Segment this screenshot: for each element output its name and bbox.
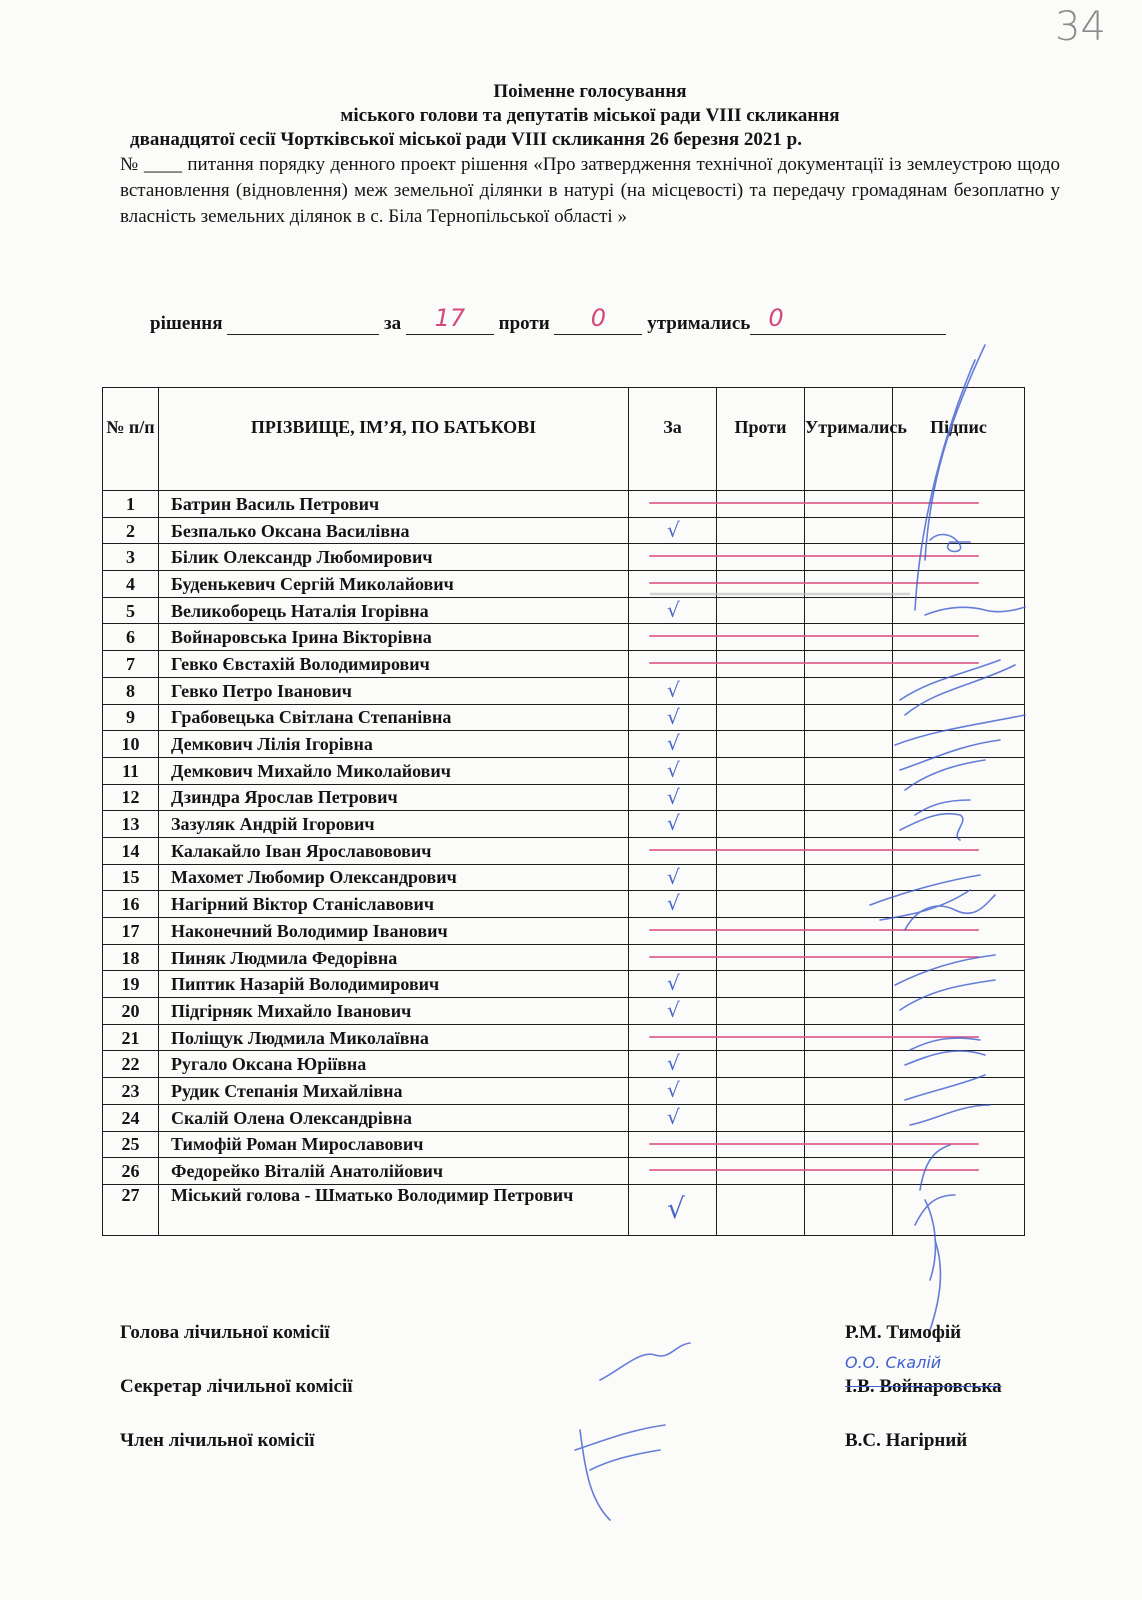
vote-against-cell (717, 864, 805, 891)
title-line-2: міського голови та депутатів міської ради VIII скликання (340, 105, 840, 126)
checkmark-icon: √ (667, 971, 680, 996)
header-for: За (629, 388, 717, 491)
vote-for-cell (629, 704, 717, 731)
vote-abstain-cell (805, 1051, 893, 1078)
vote-for-cell (629, 971, 717, 998)
vote-for-cell (629, 597, 717, 624)
table-row (103, 491, 1025, 518)
table-row (103, 1131, 1025, 1158)
vote-against-cell (717, 1078, 805, 1105)
header-abstain: Утримались (805, 388, 893, 491)
deputy-name: Махомет Любомир Олександрович (159, 864, 629, 891)
deputy-name: Зазуляк Андрій Ігорович (159, 811, 629, 838)
row-number: 26 (103, 1158, 159, 1185)
vote-abstain-cell (805, 677, 893, 704)
vote-for-cell (629, 1104, 717, 1131)
vote-against-cell (717, 571, 805, 598)
abstain-label: утримались (647, 313, 751, 334)
signature-cell (893, 971, 1025, 998)
row-number: 2 (103, 517, 159, 544)
vote-tally (150, 304, 1030, 335)
checkmark-icon: √ (667, 864, 680, 889)
table-row (103, 624, 1025, 651)
row-number: 9 (103, 704, 159, 731)
vote-for-cell (629, 891, 717, 918)
signature-cell (893, 544, 1025, 571)
table-row (103, 971, 1025, 998)
vote-against-cell (717, 1051, 805, 1078)
signature-cell (893, 918, 1025, 945)
vote-abstain-cell (805, 1131, 893, 1158)
checkmark-icon: √ (667, 757, 680, 782)
checkmark-icon: √ (667, 784, 680, 809)
deputy-name: Нагірний Віктор Станіславович (159, 891, 629, 918)
vote-for-cell (629, 677, 717, 704)
chair-label: Голова лічильної комісії (120, 1322, 330, 1343)
table-row (103, 784, 1025, 811)
header-signature: Підпис (893, 388, 1025, 491)
vote-abstain-cell (805, 784, 893, 811)
chair-name: Р.М. Тимофій (845, 1322, 962, 1343)
row-number: 12 (103, 784, 159, 811)
vote-against-cell (717, 837, 805, 864)
signature-cell (893, 1051, 1025, 1078)
deputy-name: Наконечний Володимир Іванович (159, 918, 629, 945)
deputy-name: Демкович Лілія Ігорівна (159, 731, 629, 758)
vote-against-cell (717, 971, 805, 998)
vote-against-cell (717, 918, 805, 945)
table-row (103, 1078, 1025, 1105)
row-number: 5 (103, 597, 159, 624)
header-num: № п/п (103, 388, 159, 491)
deputy-name: Безпалько Оксана Василівна (159, 517, 629, 544)
vote-for-cell (629, 544, 717, 571)
vote-for-cell (629, 491, 717, 518)
vote-abstain-cell (805, 544, 893, 571)
for-blank (406, 304, 494, 335)
signature-cell (893, 998, 1025, 1025)
vote-for-cell (629, 1078, 717, 1105)
row-number: 24 (103, 1104, 159, 1131)
deputy-name: Великоборець Наталія Ігорівна (159, 597, 629, 624)
table-row (103, 517, 1025, 544)
vote-for-cell (629, 944, 717, 971)
deputy-name: Білик Олександр Любомирович (159, 544, 629, 571)
signature-cell (893, 784, 1025, 811)
deputy-name: Пиптик Назарій Володимирович (159, 971, 629, 998)
vote-against-cell (717, 677, 805, 704)
table-row (103, 597, 1025, 624)
vote-abstain-cell (805, 1104, 893, 1131)
table-row (103, 1051, 1025, 1078)
table-row (103, 811, 1025, 838)
signature-cell (893, 1131, 1025, 1158)
vote-against-cell (717, 1131, 805, 1158)
agenda-question: № ____ питання порядку денного проект рішення «Про затвердження технічної документації із землеустрою щодо встановлення (відновлення) меж земельної ділянки в натурі (на місцевості) та передачу громадянам безоплатно у власність земельних ділянок в с. Біла Тернопільської області » (120, 154, 1060, 227)
vote-abstain-cell (805, 1078, 893, 1105)
table-row (103, 571, 1025, 598)
table-row (103, 1184, 1025, 1235)
row-number: 7 (103, 651, 159, 678)
signature-cell (893, 517, 1025, 544)
vote-abstain-cell (805, 837, 893, 864)
vote-abstain-cell (805, 517, 893, 544)
signature-cell (893, 864, 1025, 891)
vote-against-cell (717, 704, 805, 731)
checkmark-icon: √ (667, 1051, 680, 1076)
signature-cell (893, 944, 1025, 971)
for-label: за (384, 313, 402, 334)
vote-abstain-cell (805, 1184, 893, 1235)
signature-cell (893, 1158, 1025, 1185)
vote-against-cell (717, 731, 805, 758)
signature-cell (893, 597, 1025, 624)
vote-for-cell (629, 784, 717, 811)
vote-against-cell (717, 944, 805, 971)
row-number: 10 (103, 731, 159, 758)
checkmark-icon: √ (667, 891, 680, 916)
vote-abstain-cell (805, 491, 893, 518)
row-number: 11 (103, 757, 159, 784)
signature-cell (893, 1024, 1025, 1051)
checkmark-icon: √ (667, 1078, 680, 1103)
vote-against-cell (717, 651, 805, 678)
table-row (103, 677, 1025, 704)
vote-abstain-cell (805, 624, 893, 651)
table-row (103, 757, 1025, 784)
signature-cell (893, 891, 1025, 918)
deputy-name: Демкович Михайло Миколайович (159, 757, 629, 784)
vote-for-cell (629, 1024, 717, 1051)
vote-against-cell (717, 544, 805, 571)
vote-against-cell (717, 624, 805, 651)
table-header-row (103, 388, 1025, 491)
row-number: 8 (103, 677, 159, 704)
signature-cell (893, 491, 1025, 518)
row-number: 20 (103, 998, 159, 1025)
deputy-name: Пиняк Людмила Федорівна (159, 944, 629, 971)
signature-cell (893, 837, 1025, 864)
vote-abstain-cell (805, 811, 893, 838)
for-count: 17 (434, 304, 466, 332)
vote-abstain-cell (805, 971, 893, 998)
table-row (103, 837, 1025, 864)
against-blank (554, 304, 642, 335)
deputy-name: Скалій Олена Олександрівна (159, 1104, 629, 1131)
vote-for-cell (629, 1158, 717, 1185)
vote-for-cell (629, 811, 717, 838)
vote-abstain-cell (805, 571, 893, 598)
header-name: ПРІЗВИЩЕ, ІМ’Я, ПО БАТЬКОВІ (159, 388, 629, 491)
title-line-3: дванадцятої сесії Чортківської міської ради VIII скликання 26 березня 2021 р. (130, 129, 802, 150)
signature-cell (893, 624, 1025, 651)
vote-for-cell (629, 571, 717, 598)
table-row (103, 704, 1025, 731)
table-row (103, 891, 1025, 918)
table-row (103, 918, 1025, 945)
secretary-label: Секретар лічильної комісії (120, 1376, 353, 1397)
vote-abstain-cell (805, 998, 893, 1025)
deputy-name: Войнаровська Ірина Вікторівна (159, 624, 629, 651)
row-number: 14 (103, 837, 159, 864)
vote-against-cell (717, 891, 805, 918)
table-row (103, 544, 1025, 571)
vote-for-cell (629, 998, 717, 1025)
document-header (120, 80, 1060, 230)
table-row (103, 1024, 1025, 1051)
vote-abstain-cell (805, 651, 893, 678)
vote-for-cell (629, 864, 717, 891)
deputy-name: Грабовецька Світлана Степанівна (159, 704, 629, 731)
title-line-1: Поіменне голосування (493, 81, 687, 102)
signature-cell (893, 651, 1025, 678)
vote-against-cell (717, 1104, 805, 1131)
deputy-name: Калакайло Іван Ярославовович (159, 837, 629, 864)
vote-abstain-cell (805, 731, 893, 758)
checkmark-icon: √ (667, 731, 680, 756)
signature-cell (893, 1104, 1025, 1131)
signature-cell (893, 811, 1025, 838)
vote-against-cell (717, 811, 805, 838)
vote-for-cell (629, 731, 717, 758)
vote-abstain-cell (805, 1158, 893, 1185)
deputy-name: Дзиндра Ярослав Петрович (159, 784, 629, 811)
abstain-blank (750, 304, 946, 335)
row-number: 21 (103, 1024, 159, 1051)
vote-abstain-cell (805, 918, 893, 945)
signature-cell (893, 571, 1025, 598)
row-number: 19 (103, 971, 159, 998)
vote-abstain-cell (805, 704, 893, 731)
vote-against-cell (717, 517, 805, 544)
checkmark-icon: √ (667, 704, 680, 729)
vote-for-cell (629, 837, 717, 864)
secretary-name: І.В. Войнаровська (845, 1376, 1002, 1397)
page-number: 34 (1055, 4, 1106, 50)
checkmark-icon: √ (667, 597, 680, 622)
row-number: 17 (103, 918, 159, 945)
vote-against-cell (717, 1158, 805, 1185)
deputy-name: Гевко Євстахій Володимирович (159, 651, 629, 678)
vote-against-cell (717, 1184, 805, 1235)
deputy-name: Підгірняк Михайло Іванович (159, 998, 629, 1025)
deputy-name: Тимофій Роман Мирославович (159, 1131, 629, 1158)
vote-for-cell (629, 517, 717, 544)
signature-cell (893, 757, 1025, 784)
member-label: Член лічильної комісії (120, 1430, 315, 1451)
vote-abstain-cell (805, 757, 893, 784)
row-number: 3 (103, 544, 159, 571)
row-number: 4 (103, 571, 159, 598)
vote-abstain-cell (805, 864, 893, 891)
vote-against-cell (717, 597, 805, 624)
signature-cell (893, 704, 1025, 731)
vote-abstain-cell (805, 597, 893, 624)
vote-against-cell (717, 757, 805, 784)
vote-for-cell (629, 651, 717, 678)
decision-label: рішення (150, 313, 223, 334)
signature-cell (893, 677, 1025, 704)
checkmark-icon: √ (667, 677, 680, 702)
vote-for-cell (629, 624, 717, 651)
deputy-name: Поліщук Людмила Миколаївна (159, 1024, 629, 1051)
table-row (103, 864, 1025, 891)
row-number: 15 (103, 864, 159, 891)
vote-for-cell (629, 1051, 717, 1078)
vote-for-cell (629, 1184, 717, 1235)
vote-against-cell (717, 1024, 805, 1051)
vote-against-cell (717, 491, 805, 518)
deputy-name: Батрин Василь Петрович (159, 491, 629, 518)
signature-cell (893, 731, 1025, 758)
row-number: 22 (103, 1051, 159, 1078)
roll-call-table (102, 387, 1025, 1236)
table-row (103, 651, 1025, 678)
row-number: 27 (103, 1184, 159, 1235)
row-number: 16 (103, 891, 159, 918)
row-number: 6 (103, 624, 159, 651)
table-row (103, 1158, 1025, 1185)
vote-abstain-cell (805, 1024, 893, 1051)
vote-for-cell (629, 918, 717, 945)
vote-for-cell (629, 1131, 717, 1158)
secretary-correction: О.О. Скалій (845, 1353, 942, 1372)
checkmark-icon: √ (667, 517, 680, 542)
deputy-name: Міський голова - Шматько Володимир Петрович (159, 1184, 629, 1235)
checkmark-icon: √ (667, 1191, 685, 1225)
row-number: 13 (103, 811, 159, 838)
deputy-name: Буденькевич Сергій Миколайович (159, 571, 629, 598)
deputy-name: Гевко Петро Іванович (159, 677, 629, 704)
vote-abstain-cell (805, 891, 893, 918)
table-row (103, 1104, 1025, 1131)
against-count: 0 (590, 304, 607, 332)
row-number: 23 (103, 1078, 159, 1105)
signature-cell (893, 1184, 1025, 1235)
checkmark-icon: √ (667, 1104, 680, 1129)
abstain-count: 0 (768, 304, 784, 332)
deputy-name: Ругало Оксана Юріївна (159, 1051, 629, 1078)
deputy-name: Рудик Степанія Михайлівна (159, 1078, 629, 1105)
checkmark-icon: √ (667, 811, 680, 836)
table-row (103, 944, 1025, 971)
deputy-name: Федорейко Віталій Анатолійович (159, 1158, 629, 1185)
table-row (103, 731, 1025, 758)
vote-against-cell (717, 998, 805, 1025)
vote-abstain-cell (805, 944, 893, 971)
decision-blank (227, 312, 379, 335)
row-number: 25 (103, 1131, 159, 1158)
table-row (103, 998, 1025, 1025)
member-name: В.С. Нагірний (845, 1430, 968, 1451)
header-against: Проти (717, 388, 805, 491)
vote-for-cell (629, 757, 717, 784)
row-number: 18 (103, 944, 159, 971)
checkmark-icon: √ (667, 998, 680, 1023)
vote-against-cell (717, 784, 805, 811)
row-number: 1 (103, 491, 159, 518)
against-label: проти (498, 313, 550, 334)
signature-cell (893, 1078, 1025, 1105)
